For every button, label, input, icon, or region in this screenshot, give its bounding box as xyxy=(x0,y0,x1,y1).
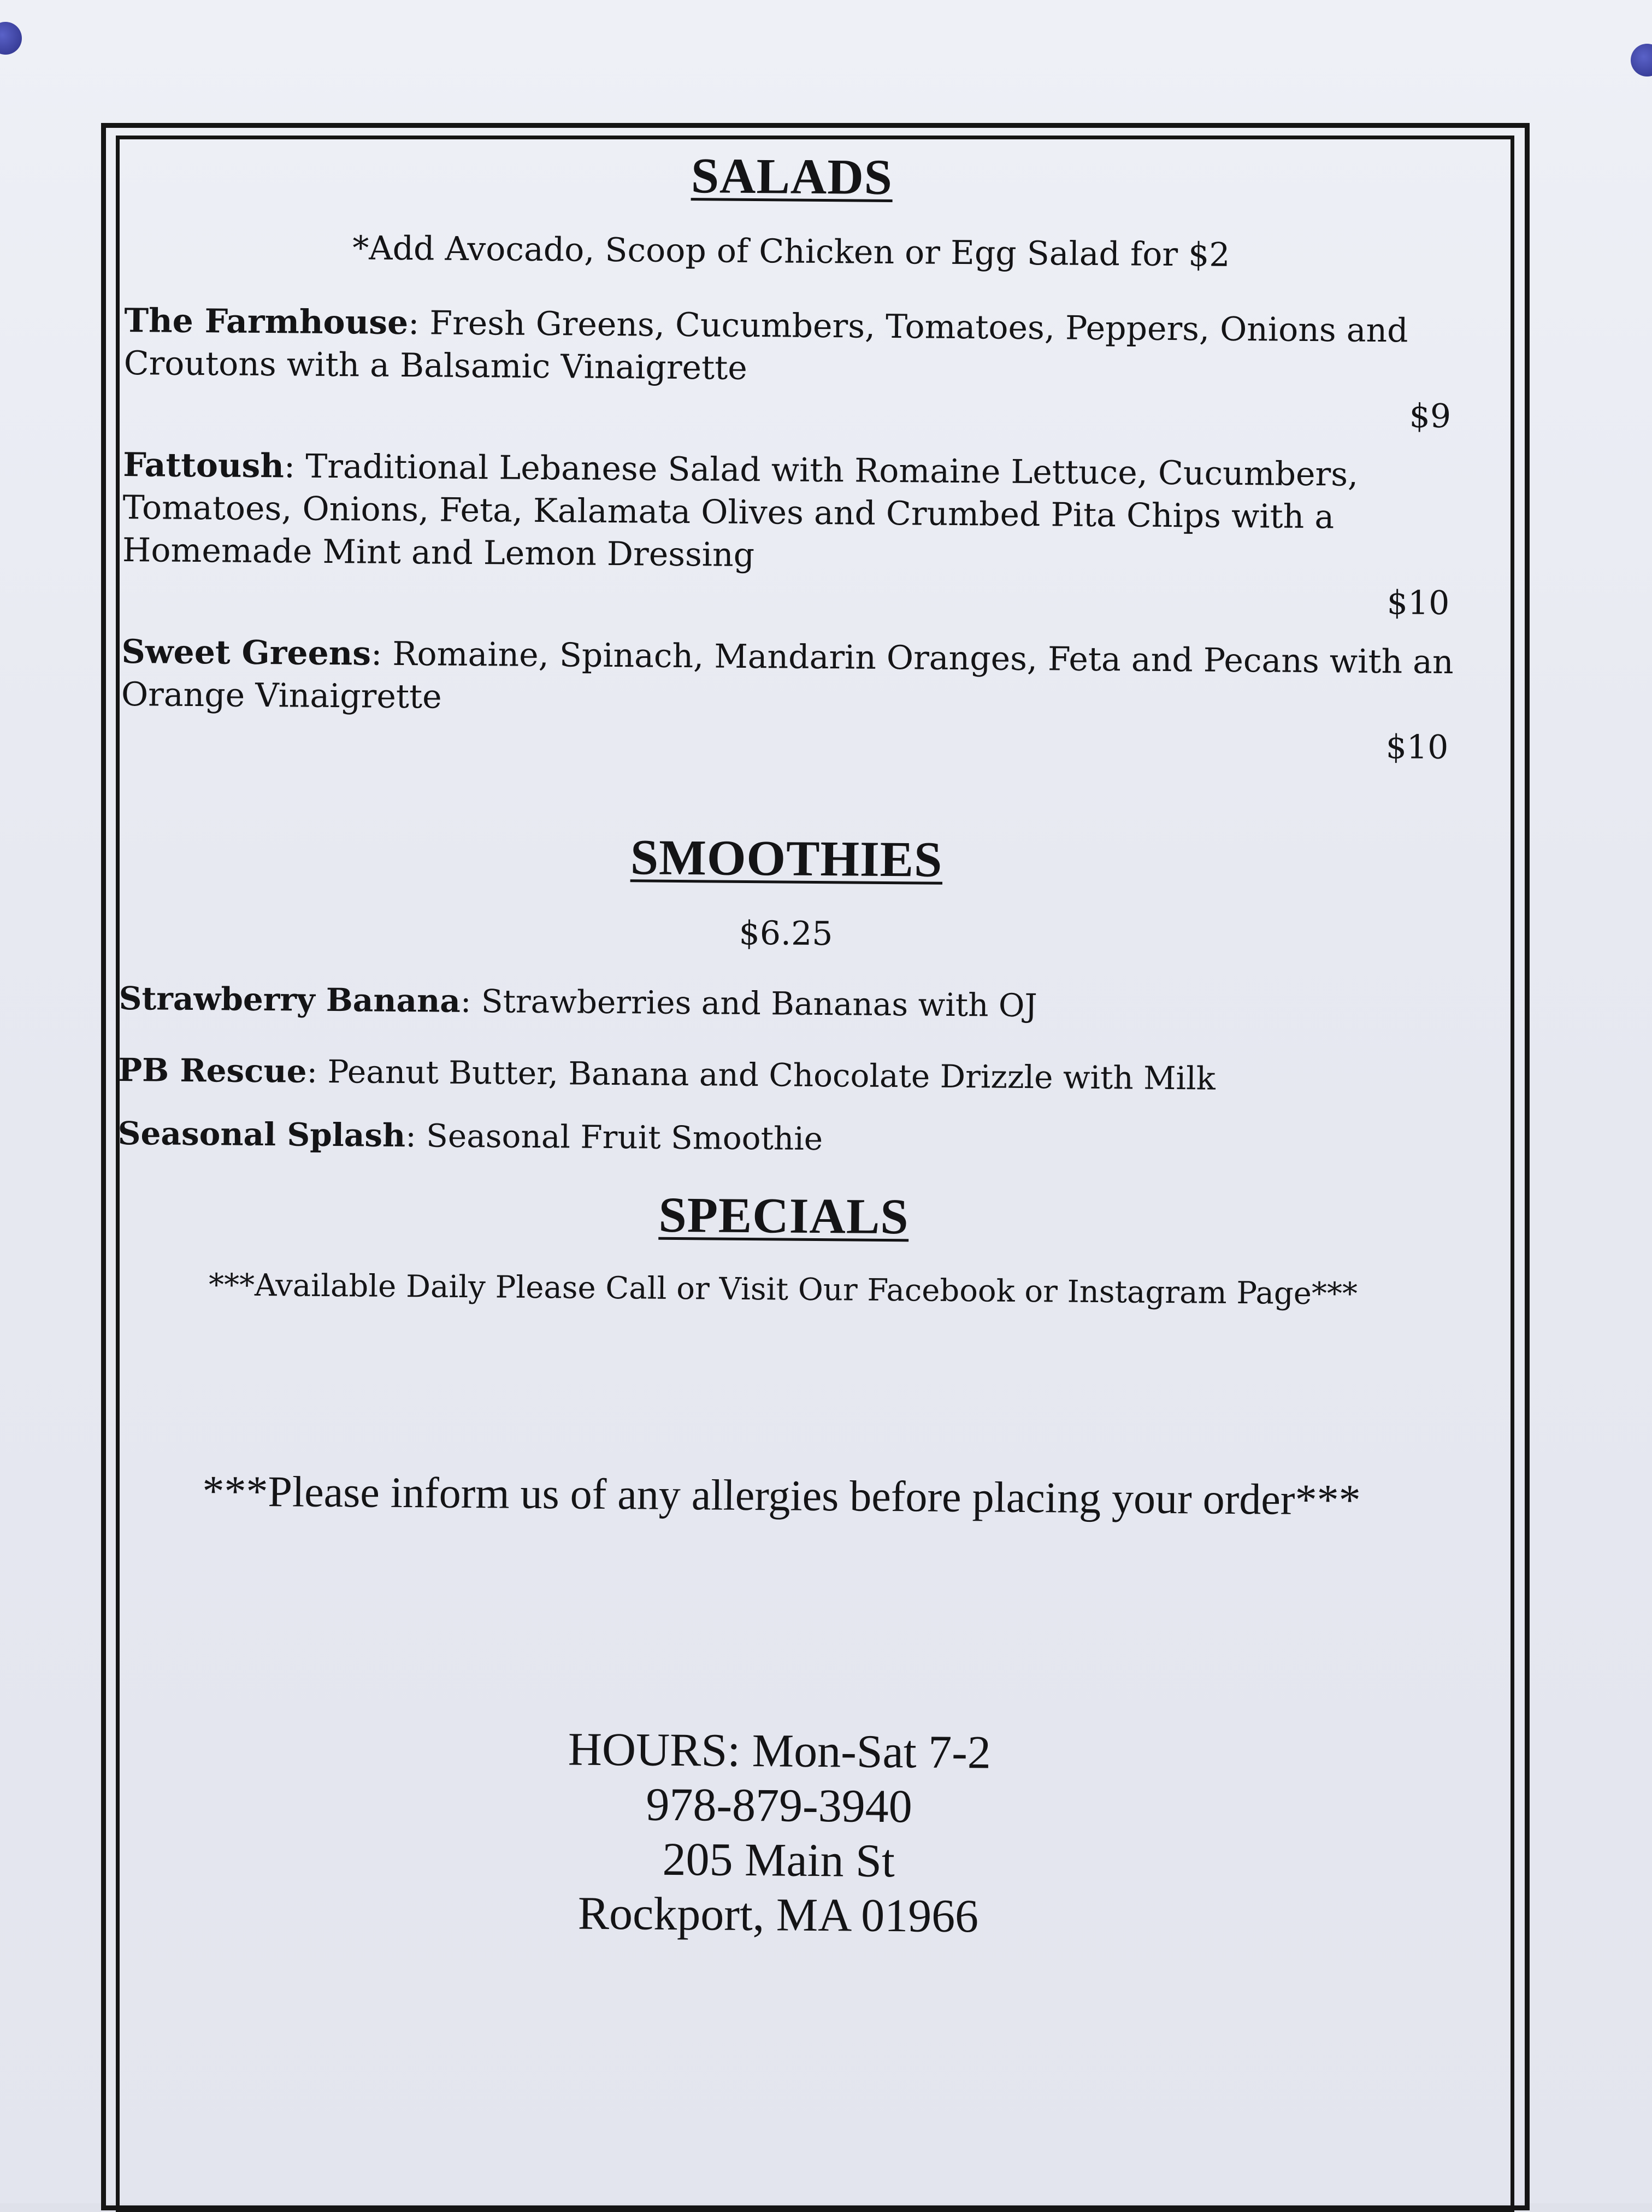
city-state-zip: Rockport, MA 01966 xyxy=(577,1886,979,1943)
specials-heading: SPECIALS xyxy=(658,1186,909,1245)
salad-item-name: The Farmhouse xyxy=(124,301,409,343)
smoothie-item-name: PB Rescue xyxy=(118,1051,307,1090)
smoothies-section xyxy=(117,824,1453,1164)
salad-item-name: Fattoush xyxy=(123,445,285,486)
menu-content xyxy=(111,137,1459,1947)
specials-section xyxy=(116,1181,1450,1313)
salad-item-price: $10 xyxy=(1386,584,1450,623)
smoothie-item-description: : Peanut Butter, Banana and Chocolate Drizzle with Milk xyxy=(306,1052,1216,1097)
salads-addon-note: *Add Avocado, Scoop of Chicken or Egg Salad for $2 xyxy=(352,229,1230,274)
allergy-notice: ***Please inform us of any allergies before placing your order*** xyxy=(202,1467,1361,1525)
smoothie-item-name: Strawberry Banana xyxy=(119,979,461,1020)
smoothie-item-description: : Strawberries and Bananas with OJ xyxy=(460,982,1037,1025)
salad-item-name: Sweet Greens xyxy=(121,632,371,673)
smoothie-item-name: Seasonal Splash xyxy=(117,1114,406,1155)
smoothie-item-description: : Seasonal Fruit Smoothie xyxy=(405,1117,823,1158)
salad-item-description: : Traditional Lebanese Salad with Romaine Lettuce, Cucumbers, Tomatoes, Onions, Feta, Kalamata Olives and Crumbed Pita Chips with a Homemade Mint and Lemon Dressing xyxy=(122,447,1359,575)
smoothies-price: $6.25 xyxy=(739,914,833,954)
contact-block xyxy=(111,1718,1446,1947)
salad-item-description: : Romaine, Spinach, Mandarin Oranges, Feta and Pecans with an Orange Vinaigrette xyxy=(121,634,1454,716)
phone-number: 978-879-3940 xyxy=(646,1778,913,1833)
salad-item xyxy=(122,444,1456,625)
salad-item-price: $9 xyxy=(1409,397,1452,436)
salads-heading: SALADS xyxy=(691,148,893,205)
salads-section xyxy=(121,142,1459,769)
salad-item-price: $10 xyxy=(1385,728,1449,767)
business-hours: HOURS: Mon-Sat 7-2 xyxy=(568,1722,992,1779)
salad-item xyxy=(121,631,1455,769)
street-address: 205 Main St xyxy=(662,1832,895,1887)
smoothie-item xyxy=(119,978,1452,1029)
pushpin-icon xyxy=(1631,44,1652,77)
salad-item xyxy=(123,299,1458,438)
pushpin-icon xyxy=(0,22,22,55)
specials-note: ***Available Daily Please Call or Visit Our Facebook or Instagram Page*** xyxy=(208,1267,1358,1312)
salad-item-description: : Fresh Greens, Cucumbers, Tomatoes, Peppers, Onions and Croutons with a Balsamic Vinaigrette xyxy=(123,304,1408,387)
smoothies-heading: SMOOTHIES xyxy=(630,829,943,887)
smoothie-item xyxy=(118,1049,1452,1101)
smoothie-item xyxy=(117,1113,1451,1164)
